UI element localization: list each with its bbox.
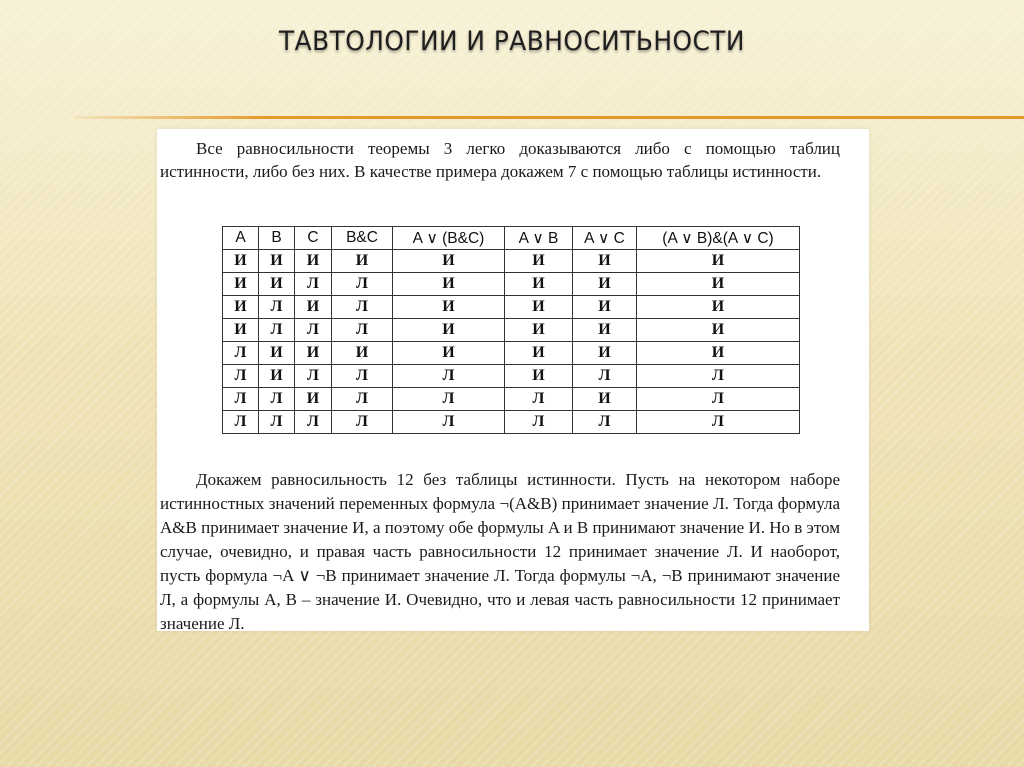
table-cell: И bbox=[573, 388, 637, 411]
table-cell: И bbox=[223, 273, 259, 296]
table-cell: И bbox=[637, 273, 800, 296]
table-cell: Л bbox=[637, 411, 800, 434]
document-image bbox=[157, 129, 869, 631]
table-cell: Л bbox=[295, 273, 332, 296]
table-cell: И bbox=[332, 250, 393, 273]
title-underline bbox=[74, 116, 1024, 119]
table-cell: И bbox=[573, 319, 637, 342]
truth-table bbox=[222, 226, 800, 434]
table-cell: И bbox=[332, 342, 393, 365]
table-cell: И bbox=[259, 273, 295, 296]
table-row bbox=[223, 365, 800, 388]
table-cell: И bbox=[573, 296, 637, 319]
table-cell: И bbox=[259, 342, 295, 365]
table-cell: И bbox=[259, 365, 295, 388]
column-header: C bbox=[295, 227, 332, 250]
table-cell: И bbox=[637, 342, 800, 365]
table-cell: Л bbox=[637, 365, 800, 388]
table-cell: Л bbox=[332, 319, 393, 342]
table-cell: Л bbox=[573, 365, 637, 388]
column-header: A ∨ B bbox=[505, 227, 573, 250]
table-cell: И bbox=[637, 250, 800, 273]
table-cell: Л bbox=[223, 388, 259, 411]
table-cell: Л bbox=[332, 365, 393, 388]
table-cell: И bbox=[393, 273, 505, 296]
table-cell: Л bbox=[637, 388, 800, 411]
table-cell: И bbox=[393, 319, 505, 342]
column-header: A ∨ (B&C) bbox=[393, 227, 505, 250]
table-cell: Л bbox=[393, 411, 505, 434]
table-cell: И bbox=[637, 319, 800, 342]
table-cell: Л bbox=[295, 319, 332, 342]
intro-paragraph: Все равносильности теоремы 3 легко доказываются либо с помощью таблиц истинности, либо без них. В качестве примера докажем 7 с помощью таблицы истинности. bbox=[160, 139, 840, 181]
truth-table-header-row bbox=[223, 227, 800, 250]
column-header: B bbox=[259, 227, 295, 250]
table-cell: И bbox=[223, 296, 259, 319]
table-cell: Л bbox=[223, 365, 259, 388]
table-cell: Л bbox=[393, 365, 505, 388]
table-cell: Л bbox=[332, 411, 393, 434]
table-cell: Л bbox=[295, 365, 332, 388]
table-cell: Л bbox=[259, 319, 295, 342]
table-cell: Л bbox=[332, 388, 393, 411]
table-cell: И bbox=[505, 273, 573, 296]
table-cell: И bbox=[573, 342, 637, 365]
column-header: A bbox=[223, 227, 259, 250]
table-cell: И bbox=[505, 250, 573, 273]
table-cell: И bbox=[505, 296, 573, 319]
column-header: A ∨ C bbox=[573, 227, 637, 250]
table-cell: Л bbox=[223, 342, 259, 365]
table-cell: Л bbox=[393, 388, 505, 411]
table-cell: И bbox=[637, 296, 800, 319]
table-cell: И bbox=[259, 250, 295, 273]
table-row bbox=[223, 319, 800, 342]
table-cell: И bbox=[505, 342, 573, 365]
table-cell: И bbox=[573, 250, 637, 273]
table-cell: И bbox=[223, 250, 259, 273]
table-cell: И bbox=[295, 250, 332, 273]
table-cell: Л bbox=[332, 296, 393, 319]
table-cell: Л bbox=[259, 296, 295, 319]
table-row bbox=[223, 296, 800, 319]
table-cell: И bbox=[505, 365, 573, 388]
table-row bbox=[223, 250, 800, 273]
table-cell: И bbox=[573, 273, 637, 296]
table-cell: Л bbox=[223, 411, 259, 434]
table-cell: И bbox=[295, 342, 332, 365]
table-row bbox=[223, 411, 800, 434]
table-row bbox=[223, 342, 800, 365]
table-row bbox=[223, 273, 800, 296]
table-cell: И bbox=[295, 388, 332, 411]
table-row bbox=[223, 388, 800, 411]
table-cell: И bbox=[295, 296, 332, 319]
table-cell: И bbox=[393, 296, 505, 319]
table-cell: И bbox=[393, 250, 505, 273]
table-cell: Л bbox=[259, 411, 295, 434]
table-cell: Л bbox=[573, 411, 637, 434]
column-header: B&C bbox=[332, 227, 393, 250]
table-cell: Л bbox=[505, 411, 573, 434]
table-cell: Л bbox=[295, 411, 332, 434]
table-cell: Л bbox=[332, 273, 393, 296]
table-cell: Л bbox=[259, 388, 295, 411]
table-cell: И bbox=[393, 342, 505, 365]
table-cell: И bbox=[223, 319, 259, 342]
table-cell: Л bbox=[505, 388, 573, 411]
proof-paragraph: Докажем равносильность 12 без таблицы истинности. Пусть на некотором наборе истинностных значений переменных формула ¬(A&B) принимает значение Л. Тогда формула A&B принимает значение И, а поэтому обе формулы A и B принимают значение И. Но в этом случае, очевидно, и правая часть равносильности 12 принимает значение Л. И наоборот, пусть формула ¬A ∨ ¬B принимает значение Л. Тогда формулы ¬A, ¬B принимают значение Л, а формулы A, B – значение И. Очевидно, что и левая часть равносильности 12 принимает значение Л. bbox=[160, 470, 840, 633]
table-cell: И bbox=[505, 319, 573, 342]
slide-title: ТАВТОЛОГИИ И РАВНОСИТЬНОСТИ bbox=[278, 26, 745, 57]
column-header: (A ∨ B)&(A ∨ C) bbox=[637, 227, 800, 250]
